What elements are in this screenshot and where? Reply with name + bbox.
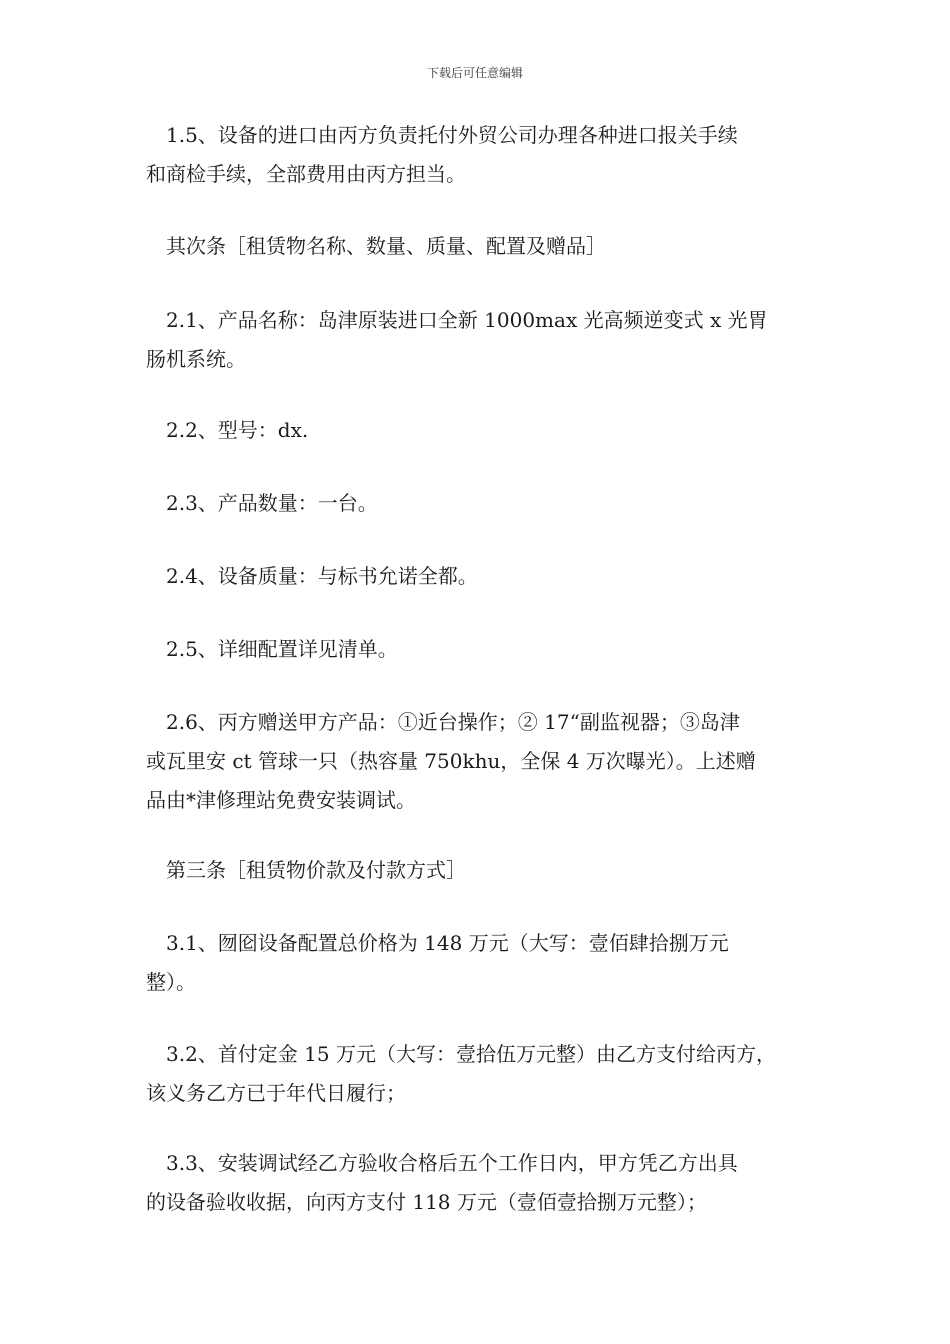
clause-1-5: [146, 116, 826, 194]
text-line: 2.3、产品数量：一台。: [166, 491, 378, 515]
section-2-heading: [146, 227, 826, 266]
clause-2-6: [146, 703, 826, 820]
section-3-heading: [146, 851, 826, 890]
clause-2-1: [146, 301, 826, 379]
text-line: 整）。: [146, 970, 196, 994]
clause-3-2: [146, 1035, 826, 1113]
page-header: 下载后可任意编辑: [426, 66, 523, 80]
clause-3-3: [146, 1144, 826, 1222]
text-line: 该义务乙方已于年代日履行；: [146, 1081, 406, 1105]
text-line: 和商检手续，全部费用由丙方担当。: [146, 162, 466, 186]
text-line: 2.5、详细配置详见清单。: [166, 637, 398, 661]
text-line: 2.1、产品名称：岛津原装进口全新 1000max 光高频逆变式 x 光胃: [166, 308, 768, 332]
text-line: 3.2、首付定金 15 万元（大写：壹拾伍万元整）由乙方支付给丙方，: [166, 1042, 776, 1066]
text-line: 品由*津修理站免费安装调试。: [146, 788, 416, 812]
text-line: 其次条［租赁物名称、数量、质量、配置及赠品］: [166, 234, 606, 258]
text-line: 2.4、设备质量：与标书允诺全都。: [166, 564, 478, 588]
clause-2-4: [146, 557, 826, 596]
text-line: 肠机系统。: [146, 347, 246, 371]
text-line: 1.5、设备的进口由丙方负责托付外贸公司办理各种进口报关手续: [166, 123, 738, 147]
text-line: 3.3、安装调试经乙方验收合格后五个工作日内，甲方凭乙方出具: [166, 1151, 738, 1175]
text-line: 2.2、型号：dx.: [166, 418, 309, 442]
clause-3-1: [146, 924, 826, 1002]
clause-2-5: [146, 630, 826, 669]
clause-2-2: [146, 411, 826, 450]
text-line: 2.6、丙方赠送甲方产品：①近台操作；② 17“副监视器；③岛津: [166, 710, 740, 734]
clause-2-3: [146, 484, 826, 523]
text-line: 3.1、囫囵设备配置总价格为 148 万元（大写：壹佰肆拾捌万元: [166, 931, 729, 955]
text-line: 或瓦里安 ct 管球一只（热容量 750khu，全保 4 万次曝光）。上述赠: [146, 749, 756, 773]
text-line: 第三条［租赁物价款及付款方式］: [166, 858, 466, 882]
text-line: 的设备验收收据，向丙方支付 118 万元（壹佰壹拾捌万元整）；: [146, 1190, 707, 1214]
